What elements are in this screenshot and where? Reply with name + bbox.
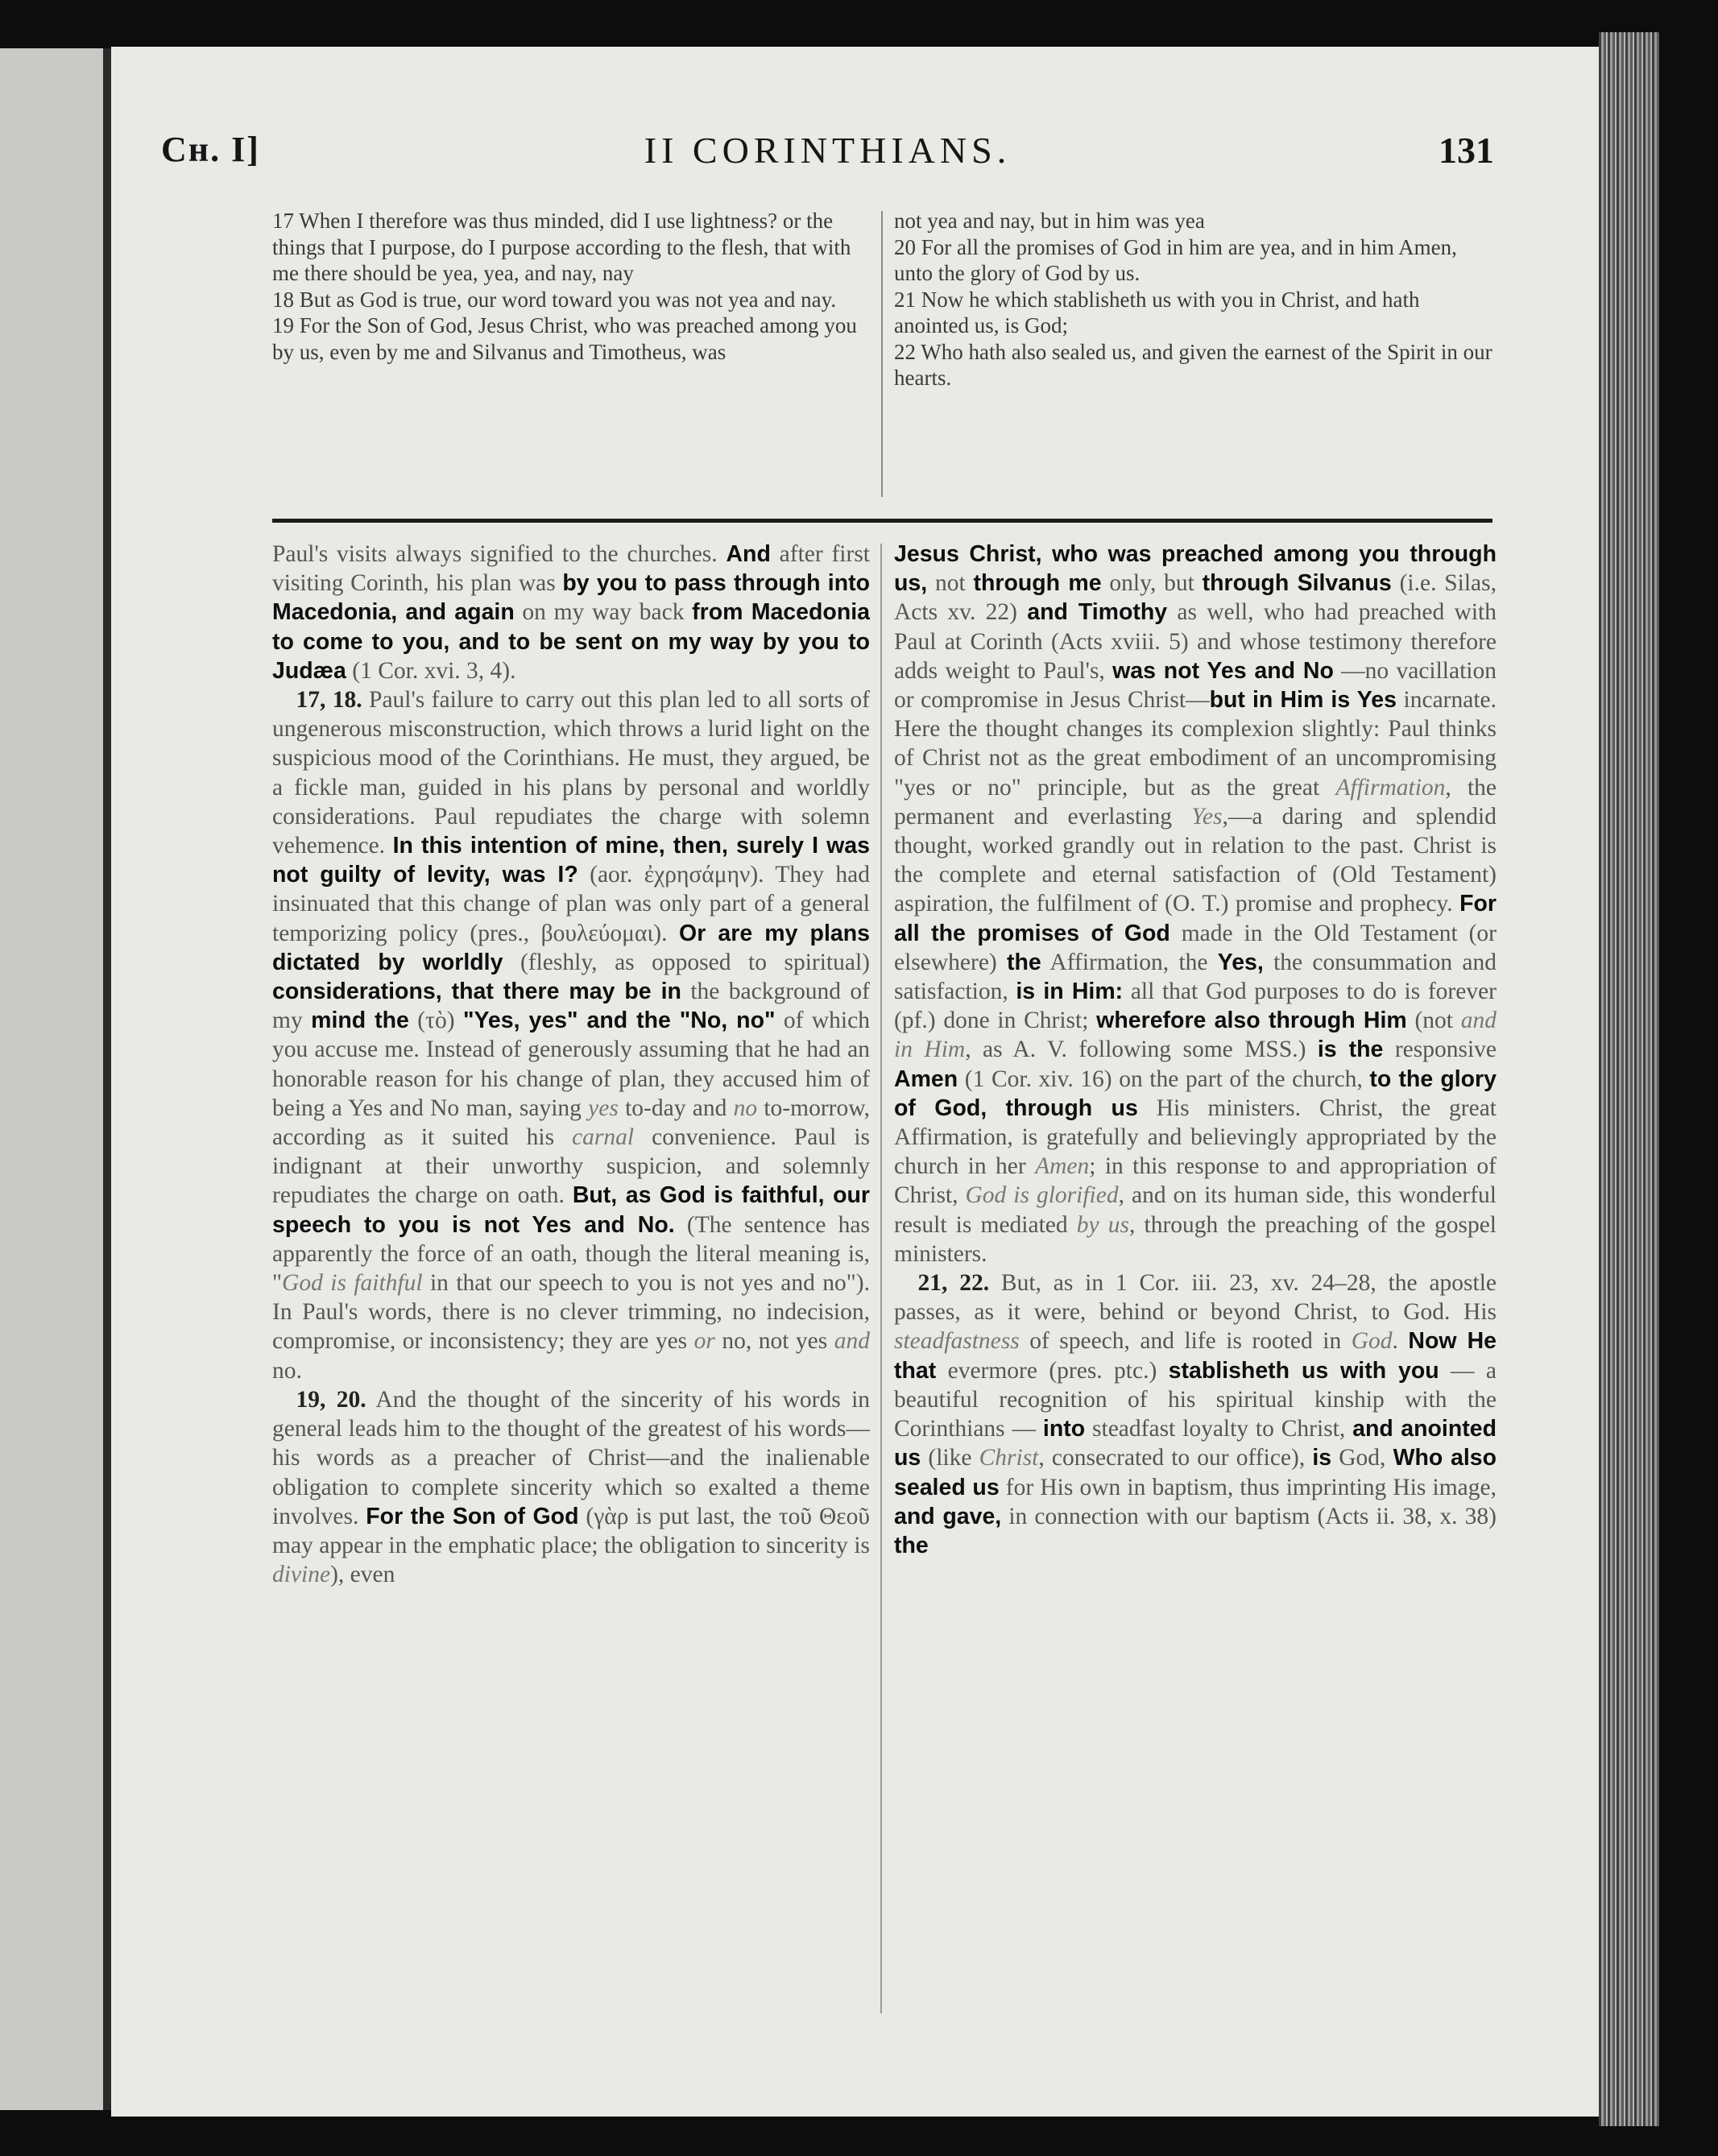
commentary-text: (i.e. Silas, Acts xv. 22) [894,570,1497,626]
scripture-text-left [272,208,872,365]
verse-17: 17 When I therefore was thus minded, did I use lightness? or the things that I purpose, do I purpose according to the flesh, that with me there should be yea, yea, and nay, nay [272,209,851,285]
commentary-text: in connection with our baptism (Acts ii. 38, x. 38) [1001,1503,1497,1529]
commentary-bold-text: Yes, [1217,949,1264,975]
commentary-text: incarnate. Here the thought changes its complexion slightly: Paul thinks of Christ not as the great embodiment of an uncompromising "yes or no" principle, but as the great [894,687,1497,801]
commentary-bold-text: "Yes, yes" and the "No, no" [462,1008,776,1034]
page-stack-edge [1599,32,1659,2126]
commentary-text: for His own in baptism, thus imprinting His image, [999,1474,1497,1500]
commentary-bold-text: For all the promises of God [894,891,1497,946]
commentary-bold-text: the [1007,949,1041,975]
commentary-italic-text: Yes [1191,803,1223,830]
commentary-bold-text: the [894,1532,929,1558]
commentary-text: (aor. ἐχρησάμην). They had insinuated that this change of plan was only part of a general temporizing policy (pres., βουλεύομαι). [272,862,870,946]
commentary-left-column [272,540,870,1589]
commentary-text: on my way back [514,599,693,626]
verse-20: 20 For all the promises of God in him are yea, and in him Amen, unto the glory of God by us. [894,234,1457,285]
commentary-text: — a beautiful recognition of his spiritual kinship with the Corinthians — [894,1357,1497,1442]
commentary-italic-text: God is glorified [965,1182,1119,1209]
commentary-text: , as A. V. following some MSS.) [965,1037,1318,1063]
commentary-text: as well, who had preached with Paul at Corinth (Acts xviii. 5) and whose testimony therefore adds weight to Paul's, [894,599,1497,684]
commentary-text: no. [272,1357,302,1384]
commentary-text: —no vacillation or compromise in Jesus Christ— [894,657,1497,714]
commentary-text: the consummation and satisfaction, [894,949,1497,1005]
commentary-text: (fleshly, as opposed to spiritual) [503,949,870,975]
commentary-column-divider [880,544,882,2013]
chapter-label: Cн. I] [161,130,260,169]
page-header [161,129,1494,185]
commentary-text: And the thought of the sincerity of his words in general leads him to the thought of the greatest of his words—his words as a preacher of Christ—and the inalienable obligation to complete sincerity which so exalted a theme involves. [272,1386,871,1529]
commentary-text: ; in this response to and appropriation of Christ, [894,1153,1497,1209]
commentary-italic-text: Christ [979,1445,1039,1471]
commentary-text: all that God purposes to do is forever (pf.) done in Christ; [894,979,1497,1034]
commentary-paragraph [894,540,1497,1268]
verse-18: 18 But as God is true, our word toward you was not yea and nay. [272,287,837,312]
commentary-paragraph [272,540,870,685]
commentary-text: , and on its human side, this wonderful result is mediated [894,1182,1497,1238]
commentary-text: (1 Cor. xiv. 16) on the part of the church, [958,1066,1370,1092]
commentary-bold-text: Jesus Christ, who was preached among you through us, [894,541,1497,597]
commentary-text: the background of my [272,979,870,1034]
verse-19-continued: not yea and nay, but in him was yea [894,209,1205,233]
commentary-paragraph [272,685,870,1385]
commentary-bold-text: by you to pass through into Macedonia, and again [272,570,871,626]
commentary-italic-text: no [733,1095,758,1121]
commentary-text: . [1392,1328,1409,1355]
commentary-text: of which you accuse me. Instead of generously assuming that he had an honorable reason for his change of plan, they accused him of being a Yes and No man, saying [272,1008,870,1121]
commentary-text: not [927,570,974,597]
scripture-text-right [894,208,1500,391]
commentary-bold-text: Now He that [894,1328,1497,1384]
commentary-bold-text: considerations, that there may be in [272,979,681,1005]
commentary-text: (τὸ) [408,1008,463,1034]
commentary-text: of speech, and life is rooted in [1019,1328,1352,1355]
commentary-bold-text: But, as God is faithful, our speech to you is not Yes and No. [272,1182,870,1238]
commentary-text: after first visiting Corinth, his plan was [272,541,870,597]
commentary-bold-text: was not Yes and No [1112,657,1334,684]
commentary-italic-text: Affirmation [1335,774,1446,801]
commentary-bold-text: from Macedonia to come to you, and to be sent on my way by you to Judæa [272,599,870,684]
commentary-italic-text: steadfastness [894,1328,1020,1355]
running-title: II CORINTHIANS. [644,130,1012,171]
commentary-bold-text: and Timothy [1027,599,1168,626]
commentary-text: steadfast loyalty to Christ, [1085,1416,1353,1442]
verse-column-divider [881,211,883,497]
page-number: 131 [1439,130,1494,171]
commentary-text: Paul's failure to carry out this plan led to all sorts of ungenerous misconstruction, which throws a lurid light on the suspicious mood of the Corinthians. He must, they argued, be a fickle man, guided in his plans by personal and worldly considerations. Paul repudiates the charge with solemn vehemence. [272,687,871,859]
commentary-text: no, not yes [714,1328,834,1355]
commentary-italic-text: and in Him [894,1008,1497,1063]
commentary-bold-text: mind the [311,1008,409,1034]
commentary-bold-text: is the [1317,1037,1384,1063]
commentary-bold-text: is in Him: [1016,979,1124,1005]
section-rule [272,519,1492,523]
commentary-bold-text: and gave, [894,1503,1002,1529]
commentary-bold-text: through me [973,570,1102,597]
commentary-text: (not [1406,1008,1461,1034]
commentary-text: responsive [1383,1037,1497,1063]
commentary-text: evermore (pres. ptc.) [936,1357,1169,1384]
commentary-italic-text: God is faithful [282,1270,423,1297]
commentary-italic-text: divine [272,1562,331,1588]
commentary-bold-text: through Silvanus [1202,570,1392,597]
verse-reference: 17, 18. [296,687,362,714]
commentary-text: (The sentence has apparently the force of an oath, though the literal meaning is, " [272,1211,871,1297]
commentary-bold-text: For the Son of God [366,1503,579,1529]
commentary-italic-text: or [693,1328,715,1355]
commentary-text: ,—a daring and splendid thought, worked grandly out in relation to the past. Christ is the complete and eternal satisfaction of (Old Testament) aspiration, the fulfilment of (O. T.) promise and prophecy. [894,803,1497,917]
verse-22: 22 Who hath also sealed us, and given the earnest of the Spirit in our hearts. [894,339,1492,390]
commentary-text: (γὰρ is put last, the τοῦ Θεοῦ may appear in the emphatic place; the obligation to sincerity is [272,1503,870,1558]
commentary-text: convenience. Paul is indignant at their unworthy suspicion, and solemnly repudiates the charge on oath. [272,1124,870,1209]
commentary-paragraph [894,1268,1497,1560]
commentary-italic-text: Amen [1035,1153,1090,1180]
commentary-bold-text: And [726,541,771,567]
commentary-right-column [894,540,1497,1560]
commentary-bold-text: but in Him is Yes [1209,687,1397,714]
commentary-paragraph [272,1385,870,1589]
commentary-text: ), even [330,1562,395,1588]
facing-page-edge [0,48,105,2110]
verse-reference: 19, 20. [296,1386,366,1413]
commentary-text: (1 Cor. xvi. 3, 4). [346,657,516,684]
commentary-text: God, [1331,1445,1393,1471]
commentary-italic-text: and [834,1328,870,1355]
commentary-text: , through the preaching of the gospel ministers. [894,1211,1497,1267]
commentary-bold-text: is [1312,1445,1332,1471]
commentary-text: in that our speech to you is not yes and no"). In Paul's words, there is no clever trimming, no indecision, compromise, or inconsistency; they are yes [272,1270,870,1355]
commentary-text: to-day and [618,1095,734,1121]
commentary-text: only, but [1101,570,1203,597]
commentary-text: Affirmation, the [1041,949,1218,975]
verse-reference: 21, 22. [917,1270,990,1297]
commentary-bold-text: Or are my plans dictated by worldly [272,920,870,975]
commentary-text: (like [921,1445,979,1471]
commentary-italic-text: God [1351,1328,1393,1355]
commentary-bold-text: In this intention of mine, then, surely I was not guilty of levity, was I? [272,833,870,888]
book-gutter [103,48,111,2110]
verse-21: 21 Now he which stablisheth us with you in Christ, and hath anointed us, is God; [894,287,1420,337]
commentary-bold-text: into [1042,1416,1086,1442]
commentary-bold-text: Amen [894,1066,958,1092]
commentary-text: , consecrated to our office), [1038,1445,1313,1471]
commentary-text: His ministers. Christ, the great Affirmation, is gratefully and believingly appropriated by the church in her [894,1095,1497,1180]
commentary-bold-text: wherefore also through Him [1096,1008,1407,1034]
commentary-text: to-morrow, according as it suited his [272,1095,870,1151]
commentary-bold-text: to the glory of God, through us [894,1066,1497,1121]
commentary-text: But, as in 1 Cor. iii. 23, xv. 24–28, the apostle passes, as it were, behind or beyond Christ, to God. His [894,1270,1497,1326]
commentary-italic-text: carnal [572,1124,635,1151]
commentary-bold-text: and anointed us [894,1416,1497,1471]
commentary-bold-text: stablisheth us with you [1168,1357,1439,1384]
commentary-italic-text: by us [1076,1211,1130,1238]
commentary-italic-text: yes [588,1095,619,1121]
commentary-text: made in the Old Testament (or elsewhere) [894,920,1497,975]
commentary-text: Paul's visits always signified to the churches. [272,541,727,567]
commentary-text: , the permanent and everlasting [894,774,1497,830]
commentary-bold-text: Who also sealed us [894,1445,1497,1500]
verse-19: 19 For the Son of God, Jesus Christ, who was preached among you by us, even by me and Silvanus and Timotheus, was [272,313,857,364]
